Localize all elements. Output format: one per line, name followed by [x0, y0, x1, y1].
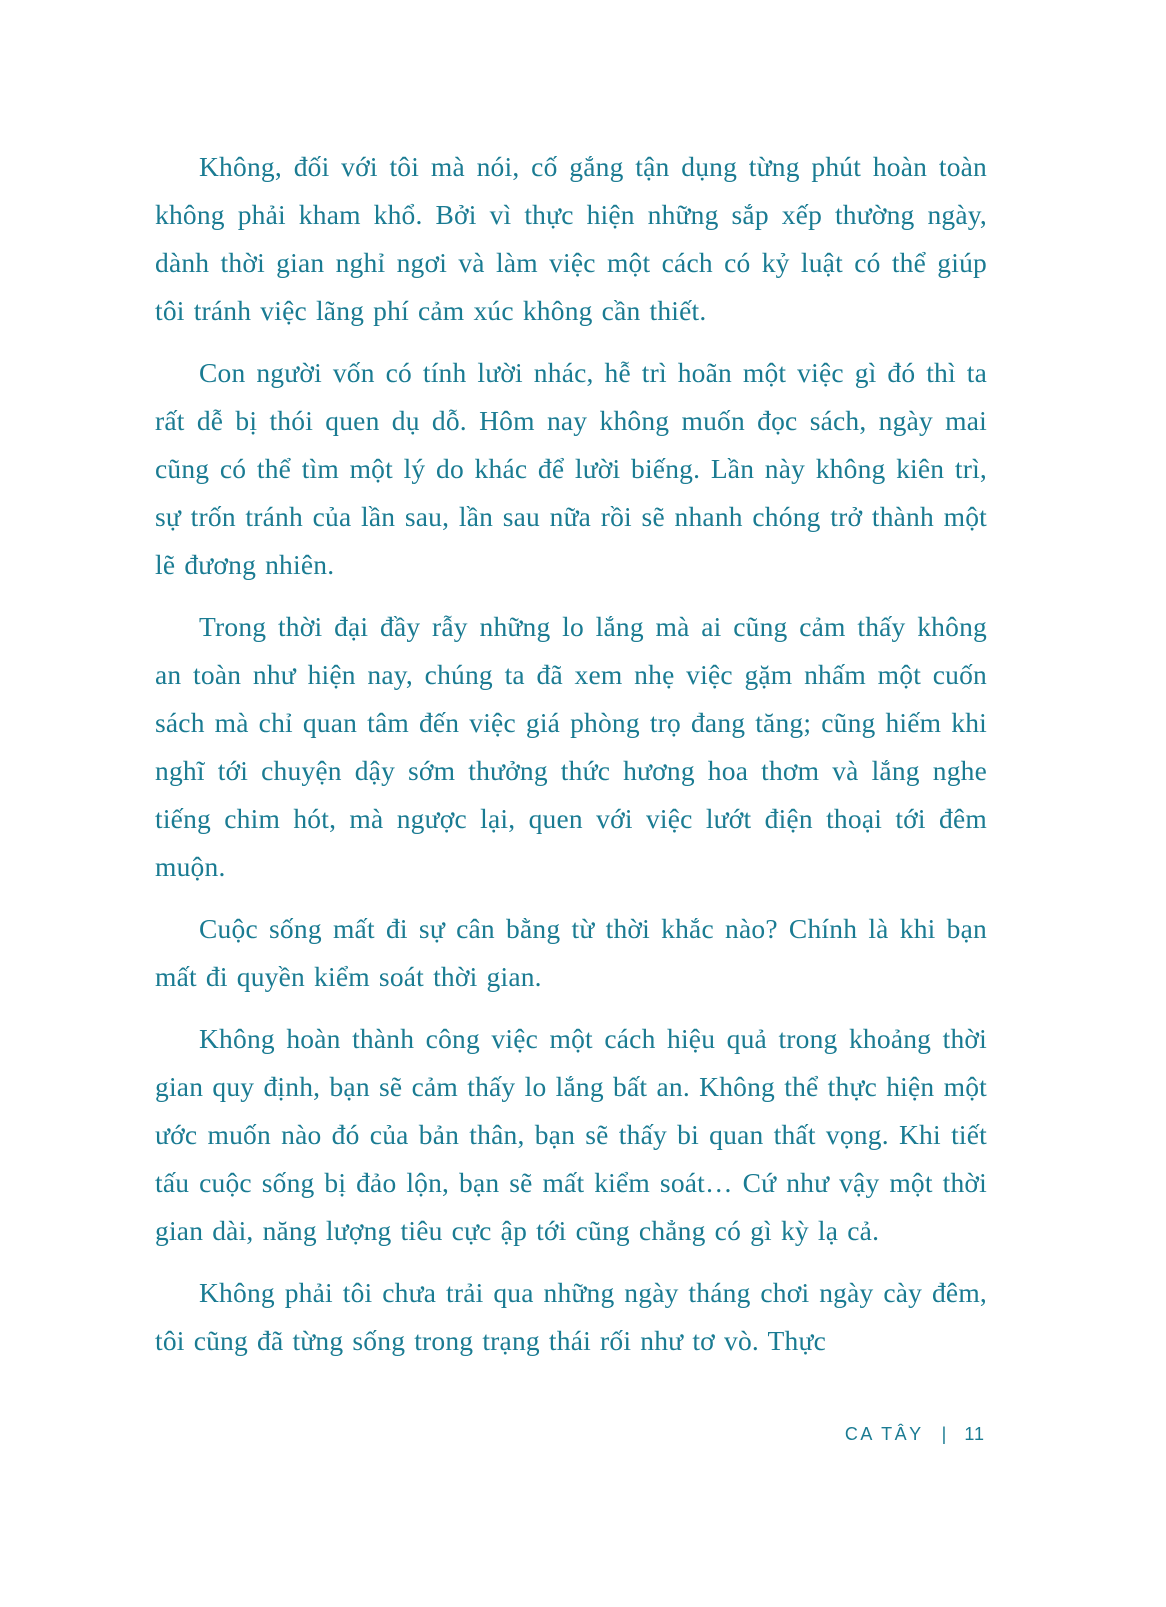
- paragraph-6: Không phải tôi chưa trải qua những ngày tháng chơi ngày cày đêm, tôi cũng đã từng sống trong trạng thái rối như tơ vò. Thực: [155, 1277, 987, 1356]
- paragraph-4: Cuộc sống mất đi sự cân bằng từ thời khắc nào? Chính là khi bạn mất đi quyền kiểm soát thời gian.: [155, 913, 987, 992]
- paragraph-2: Con người vốn có tính lười nhác, hễ trì hoãn một việc gì đó thì ta rất dễ bị thói quen dụ dỗ. Hôm nay không muốn đọc sách, ngày mai cũng có thể tìm một lý do khác để lười biếng. Lần này không kiên trì, sự trốn tránh của lần sau, lần sau nữa rồi sẽ nhanh chóng trở thành một lẽ đương nhiên.: [155, 357, 987, 580]
- paragraph-1: Không, đối với tôi mà nói, cố gắng tận dụng từng phút hoàn toàn không phải kham khổ. Bởi vì thực hiện những sắp xếp thường ngày, dành thời gian nghỉ ngơi và làm việc một cách có kỷ luật có thể giúp tôi tránh việc lãng phí cảm xúc không cần thiết.: [155, 151, 987, 326]
- footer-separator: |: [941, 1424, 947, 1444]
- page-footer: [845, 1424, 985, 1445]
- paragraph-3: Trong thời đại đầy rẫy những lo lắng mà ai cũng cảm thấy không an toàn như hiện nay, chúng ta đã xem nhẹ việc gặm nhấm một cuốn sách mà chỉ quan tâm đến việc giá phòng trọ đang tăng; cũng hiếm khi nghĩ tới chuyện dậy sớm thưởng thức hương hoa thơm và lắng nghe tiếng chim hót, mà ngược lại, quen với việc lướt điện thoại tới đêm muộn.: [155, 611, 987, 882]
- running-title: CA TÂY: [844, 1424, 924, 1444]
- page-content: [155, 143, 987, 1379]
- page-number: 11: [964, 1424, 985, 1444]
- paragraph-5: Không hoàn thành công việc một cách hiệu quả trong khoảng thời gian quy định, bạn sẽ cảm thấy lo lắng bất an. Không thể thực hiện một ước muốn nào đó của bản thân, bạn sẽ thấy bi quan thất vọng. Khi tiết tấu cuộc sống bị đảo lộn, bạn sẽ mất kiểm soát… Cứ như vậy một thời gian dài, năng lượng tiêu cực ập tới cũng chẳng có gì kỳ lạ cả.: [155, 1023, 987, 1246]
